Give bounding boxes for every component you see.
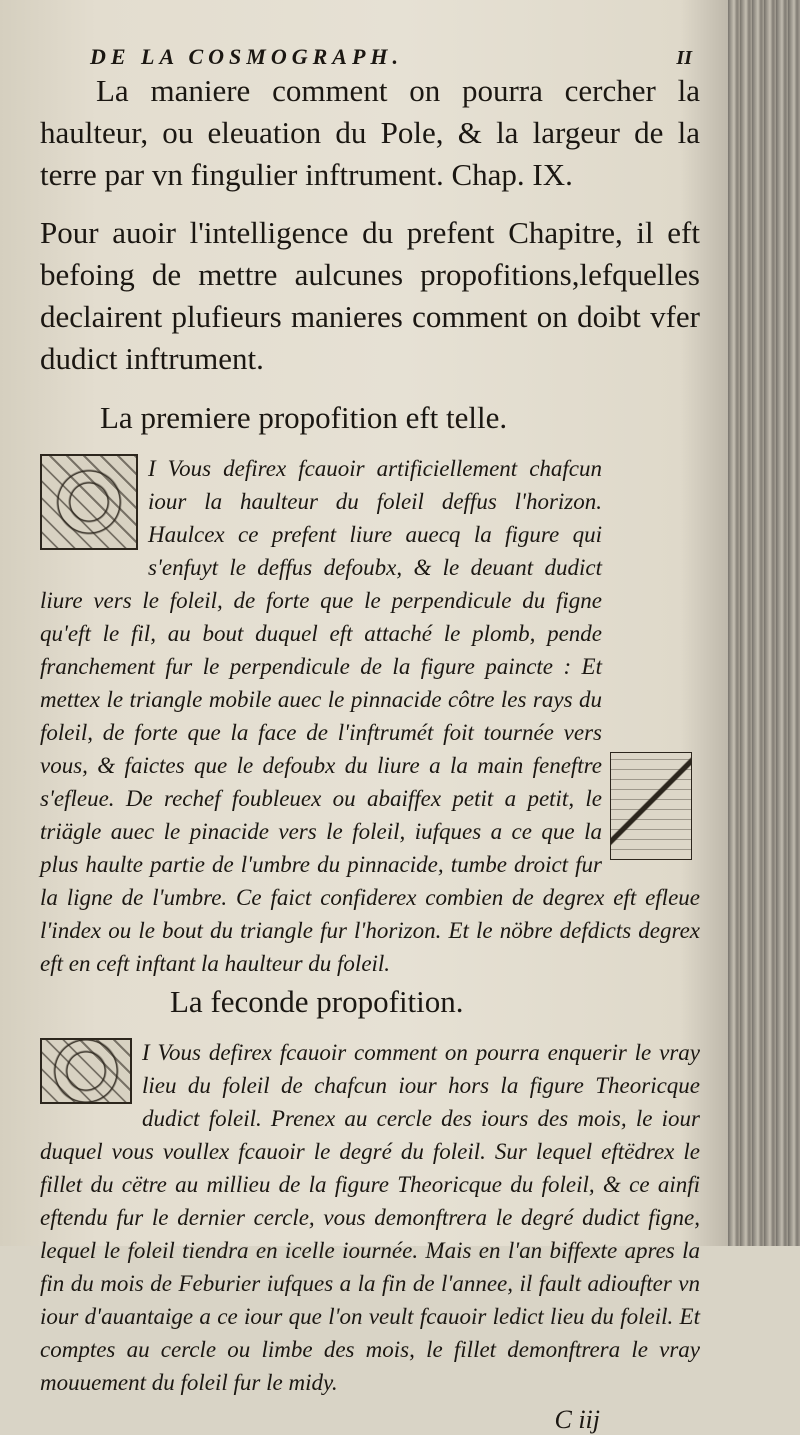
- chapter-title: La maniere comment on pourra cercher la haulteur, ou eleuation du Pole, & la largeur de la terre par vn fingulier inftrument. Chap. IX.: [40, 73, 700, 192]
- ornamental-initial-icon: [40, 1038, 132, 1104]
- page-number: II: [676, 47, 692, 69]
- spacer: [40, 380, 700, 396]
- page-body: [40, 44, 700, 1435]
- page-edge: [728, 0, 800, 1246]
- running-head-title: DE LA COSMOGRAPH.: [90, 44, 403, 69]
- ornamental-initial-icon: [40, 454, 138, 550]
- spacer: [40, 196, 700, 212]
- inset-figure-icon: [610, 752, 692, 860]
- running-head: [90, 44, 700, 70]
- proposition-2-text: I Vous defirex fcauoir comment on pourra enquerir le vray lieu du foleil de chafcun iour hors la figure Theoricque dudict foleil. Prenex au cercle des iours des mois, le iour duquel vous voullex fcauoir le degré du foleil. Sur lequel eftëdrex le fillet du cëtre au millieu de la figure Theoricque du foleil, & ce ainfi eftendu fur le dernier cercle, vous demonftrera le degré dudict figne, lequel le foleil tiendra en icelle iournée. Mais en l'an biffexte apres la fin du mois de Feburier iufques a la fin de l'annee, il fault adioufter vn iour d'auantaige a ce iour que l'on veult fcauoir ledict lieu du foleil. Et comptes au cercle ou limbe des mois, le fillet demonftrera le vray mouuement du foleil fur le midy.: [40, 1040, 700, 1395]
- proposition-2-title: La feconde propofition.: [170, 984, 464, 1019]
- intro-paragraph: Pour auoir l'intelligence du prefent Chapitre, il eft befoing de mettre aulcunes propofitions,lefquelles declairent plufieurs manieres comment on doibt vfer dudict inftrument.: [40, 215, 700, 376]
- proposition-1-text: I Vous defirex fcauoir artificiellement chafcun iour la haulteur du foleil deffus l'horizon. Haulcex ce prefent liure auecq la figure qui s'enfuyt le deffus defoubx, & le deuant dudict liure vers le foleil, de forte que le perpendicule du figne qu'eft le fil, au bout duquel eft attaché le plomb, pende franchement fur le perpendicule de la figure paincte : Et mettex le triangle mobile auec le pinnacide côtre les rays du foleil, de forte que la face de l'inftrumét foit tournée vers vous, & faictes que le defoubx du liure a la main feneftre s'efleue. De rechef foubleuex ou abaiffex petit a petit, le triägle auec le pinacide vers le foleil, iufques a ce que la plus haulte partie de l'umbre du pinnacide, tumbe droict fur la ligne de l'umbre. Ce faict confiderex combien de degrex eft efleue l'index ou le bout du triangle fur l'horizon. Et le nöbre defdicts degrex eft en ceft inftant la haulteur du foleil.: [40, 456, 700, 976]
- proposition-1-block: [40, 452, 700, 980]
- proposition-1-title: La premiere propofition eft telle.: [100, 400, 508, 435]
- proposition-2-block: [40, 1036, 700, 1399]
- signature-mark: C iij: [554, 1405, 600, 1434]
